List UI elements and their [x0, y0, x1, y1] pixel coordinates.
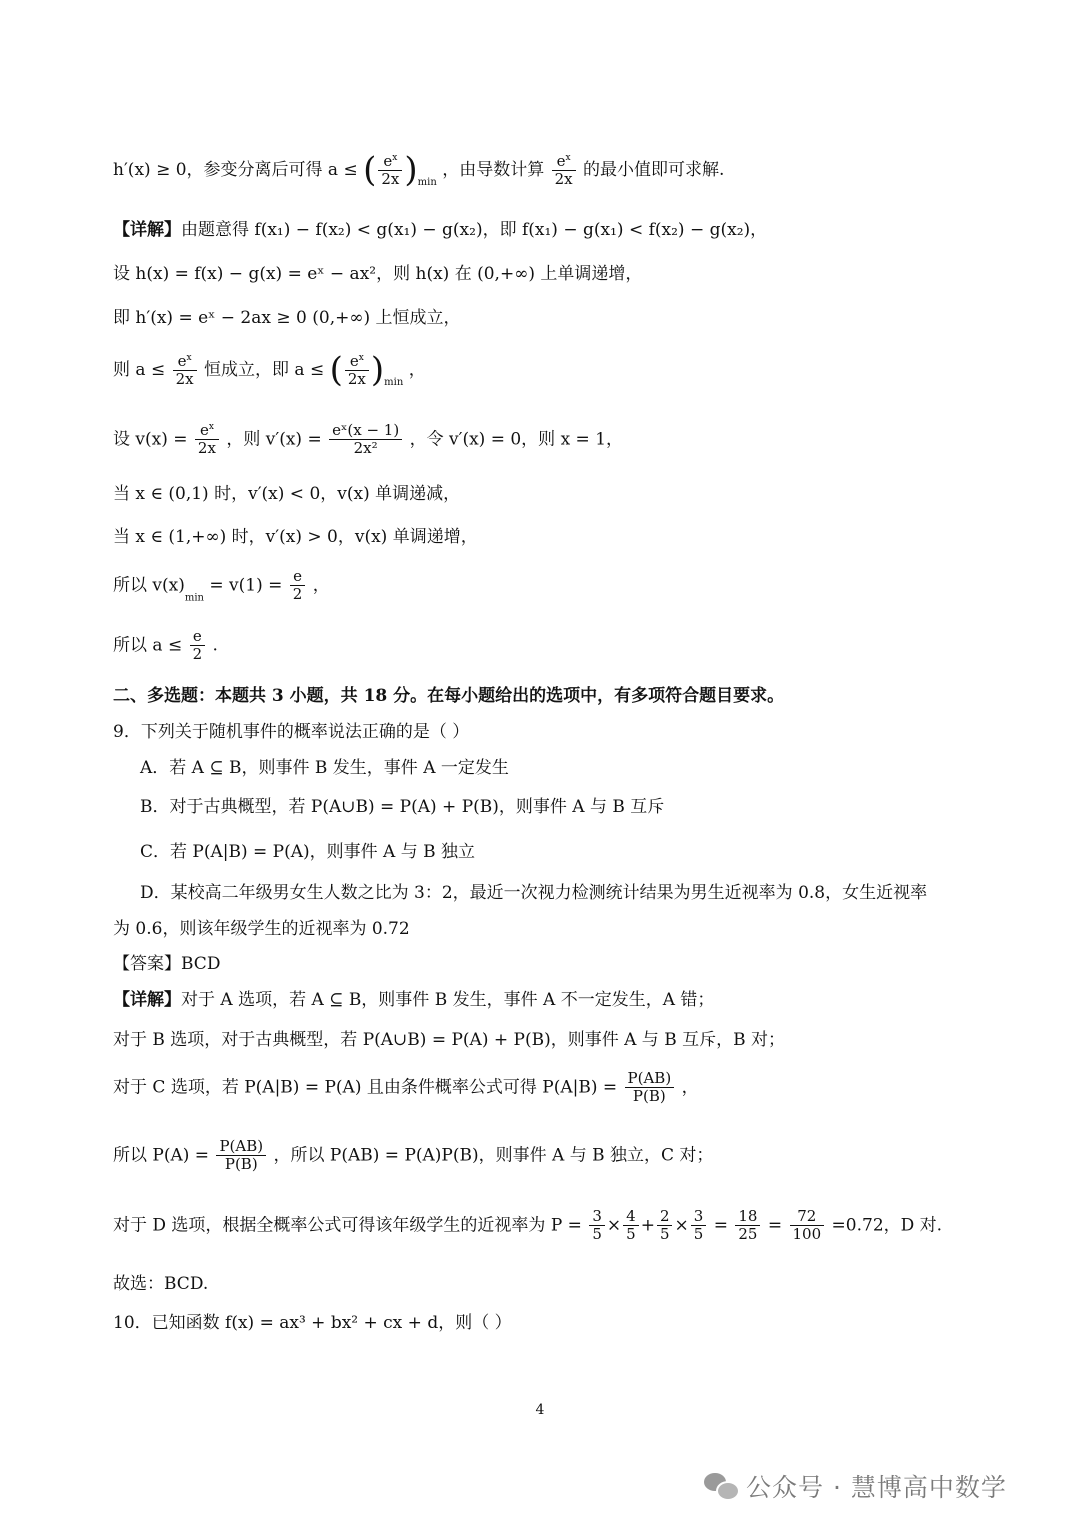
answer-line: 【答案】BCD [113, 954, 221, 974]
detail-line-3: 即 h′(x) = eˣ − 2ax ≥ 0 (0,+∞) 上恒成立， [113, 308, 461, 328]
detail-line-6: 当 x ∈ (0,1) 时，v′(x) < 0，v(x) 单调递减， [113, 484, 461, 504]
detail-line-4: 则 a ≤ $\frac{e^x}{2x}$ 恒成立，即 a ≤ ( $\frac{e^x}{2x}$ )$_{min}$ ， [113, 350, 426, 390]
page-number: 4 [535, 1402, 545, 1418]
detail-line-2: 设 h(x) = f(x) − g(x) = eˣ − ax²，则 h(x) 在 (0,+∞) 上单调递增， [113, 264, 643, 284]
explanation-a: 【详解】对于 A 选项，若 A ⊆ B，则事件 B 发生，事件 A 不一定发生，A 错； [113, 990, 715, 1010]
detail-line-7: 当 x ∈ (1,+∞) 时，v′(x) > 0，v(x) 单调递增， [113, 527, 478, 547]
option-c: C．若 P(A|B) = P(A)，则事件 A 与 B 独立 [140, 842, 476, 862]
watermark-text: 公众号 · 慧博高中数学 [746, 1473, 1007, 1502]
option-d: D．某校高二年级男女生人数之比为 3：2，最近一次视力检测统计结果为男生近视率为 0.8，女生近视率 [140, 883, 928, 903]
detail-line-5: 设 v(x) = $\frac{e^x}{2x}$ ，则 v′(x) = $\frac{\text{eˣ(x − 1)}}{\text{2x²}}$ ，令 v′(x) = 0，则 x = 1， [113, 421, 624, 458]
explanation-c-continued: 所以 P(A) = $\frac{P(AB)}{P(B)}$ ，所以 P(AB) = P(A)P(B)，则事件 A 与 B 独立，C 对； [113, 1137, 714, 1174]
detail-line-1: 【详解】由题意得 f(x₁) − f(x₂) < g(x₁) − g(x₂)，即 f(x₁) − g(x₁) < f(x₂) − g(x₂)， [113, 220, 768, 240]
section-heading: 二、多选题：本题共 3 小题，共 18 分。在每小题给出的选项中，有多项符合题目要求。 [113, 686, 785, 706]
explanation-d: 对于 D 选项，根据全概率公式可得该年级学生的近视率为 P = $\frac{3}{5}$ × $\frac{4}{5}$ + $\frac{2}{5}$ × $\frac{3}{5}$ = $\frac{18}{25}$ = $\frac{72}{100}$ =0.72，D 对. [113, 1207, 943, 1244]
option-a: A．若 A ⊆ B，则事件 B 发生，事件 A 一定发生 [140, 758, 509, 778]
final-choice: 故选：BCD. [113, 1274, 209, 1294]
question-10: 10．已知函数 f(x) = ax³ + bx² + cx + d，则（ ） [113, 1313, 512, 1333]
solution-hint-line: h′(x) ≥ 0，参变分离后可得 a ≤ ( $\frac{e^x}{2x}$ )$_{min}$ ，由导数计算 $\frac{e^x}{2x}$ 的最小值即可求解. [113, 150, 725, 190]
watermark [704, 1468, 1007, 1504]
wechat-icon [704, 1471, 738, 1501]
option-b: B．对于古典概型，若 P(A∪B) = P(A) + P(B)，则事件 A 与 B 互斥 [140, 797, 665, 817]
detail-line-9: 所以 a ≤ $\frac{e}{2}$ . [113, 627, 218, 664]
explanation-c: 对于 C 选项，若 P(A|B) = P(A) 且由条件概率公式可得 P(A|B) = $\frac{P(AB)}{P(B)}$ ， [113, 1069, 699, 1106]
detail-line-8: 所以 $v(x)_{min} = v(1)$ = $\frac{e}{2}$ ， [113, 567, 330, 604]
option-d-continued: 为 0.6，则该年级学生的近视率为 0.72 [113, 919, 410, 939]
question-9: 9．下列关于随机事件的概率说法正确的是（ ） [113, 722, 470, 742]
explanation-b: 对于 B 选项，对于古典概型，若 P(A∪B) = P(A) + P(B)，则事件 A 与 B 互斥，B 对； [113, 1030, 785, 1050]
